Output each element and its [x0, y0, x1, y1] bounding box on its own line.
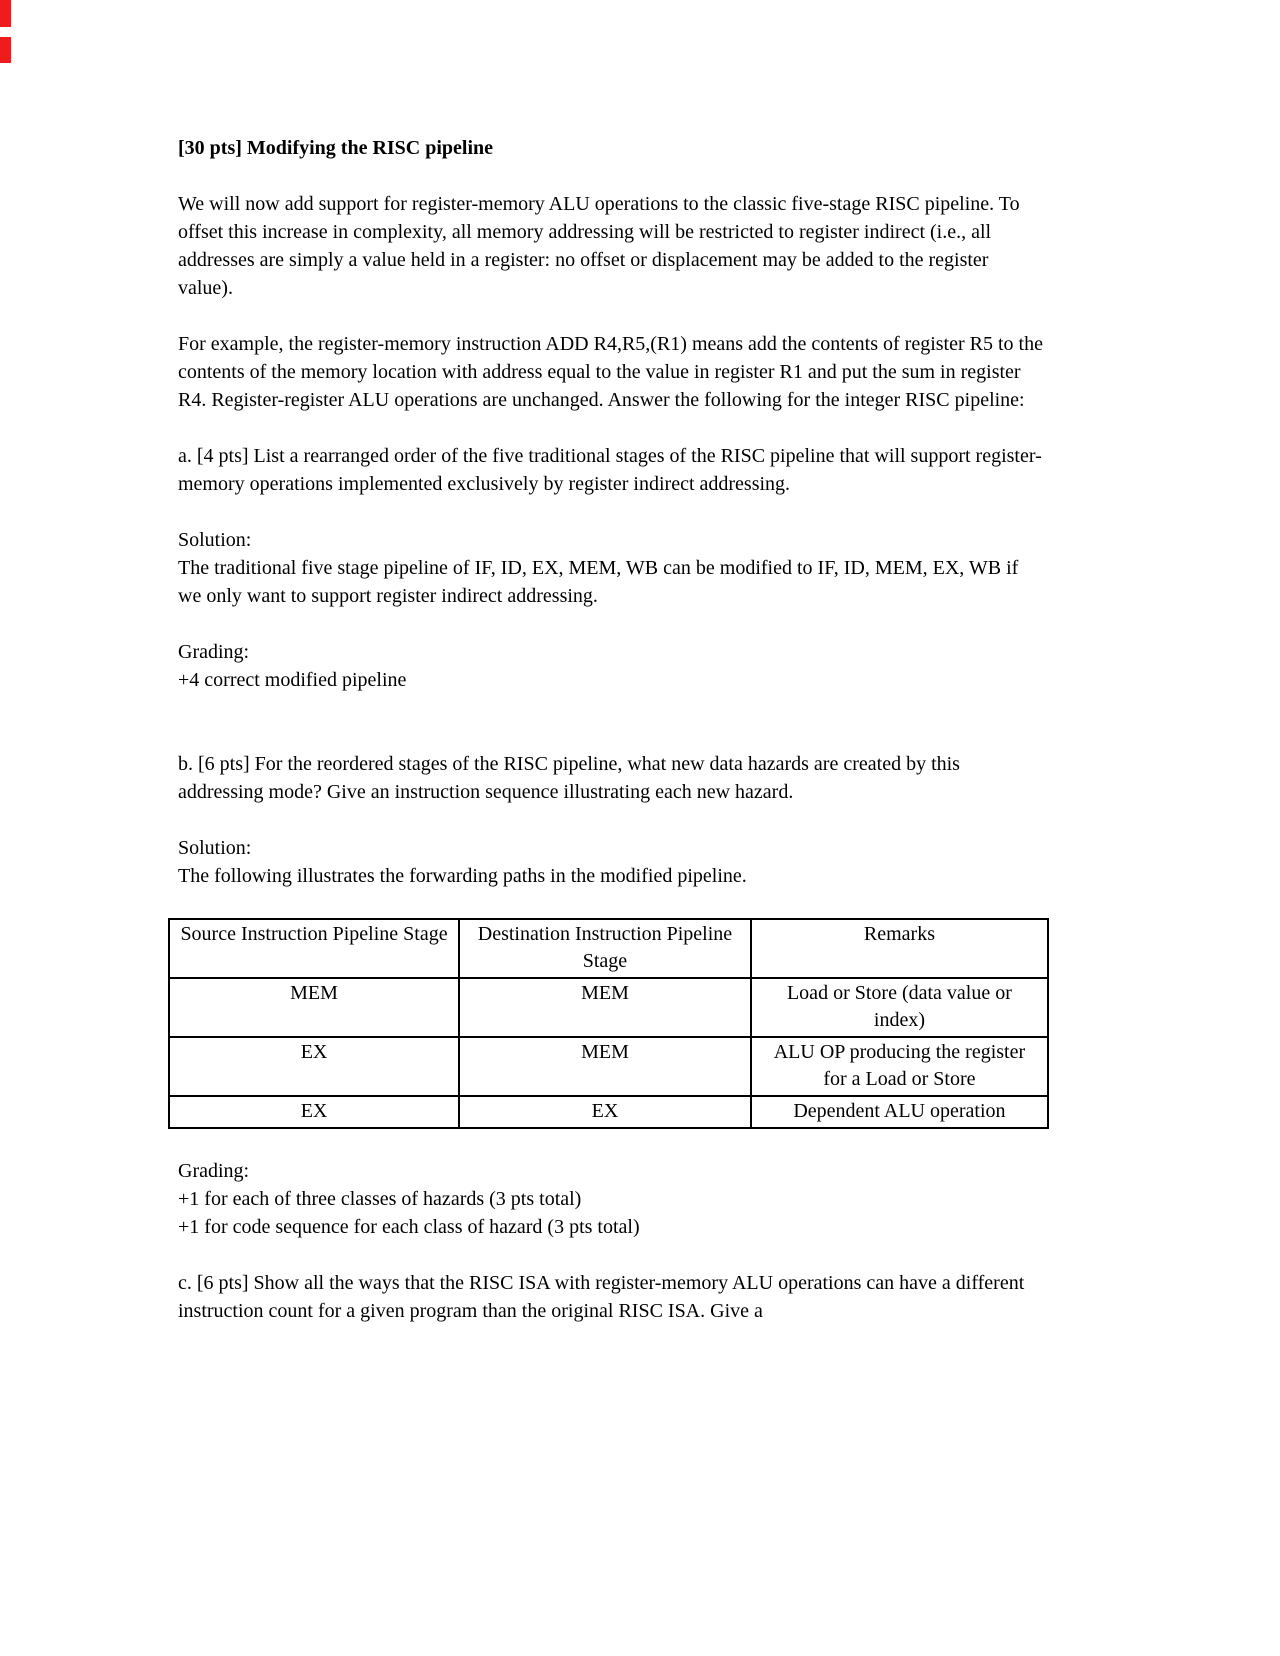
table-cell: Load or Store (data value or index) [751, 978, 1048, 1037]
part-b-grading-line: +1 for each of three classes of hazards (3 pts total) [178, 1188, 582, 1210]
part-b-question: b. [6 pts] For the reordered stages of the RISC pipeline, what new data hazards are created by this addressing mode? Give an instruction sequence illustrating each new hazard. [178, 753, 960, 803]
part-b-grading-line: +1 for code sequence for each class of hazard (3 pts total) [178, 1216, 640, 1238]
part-a-solution-text: The traditional five stage pipeline of IF, ID, EX, MEM, WB can be modified to IF, ID, MEM, EX, WB if we only want to support register indirect addressing. [178, 557, 1019, 607]
table-cell: EX [459, 1096, 751, 1128]
part-b-grading-label: Grading: [178, 1160, 250, 1182]
part-a-solution-label: Solution: [178, 529, 252, 551]
section-title: [30 pts] Modifying the RISC pipeline [178, 137, 494, 159]
table-cell: MEM [459, 1037, 751, 1096]
table-row [169, 1037, 1048, 1096]
red-edge-mark-top [0, 0, 11, 27]
table-row [169, 978, 1048, 1037]
part-b-solution-text: The following illustrates the forwarding paths in the modified pipeline. [178, 865, 747, 887]
part-a-grading-line: +4 correct modified pipeline [178, 669, 407, 691]
table-cell: MEM [459, 978, 751, 1037]
red-edge-mark-bottom [0, 37, 11, 63]
intro-paragraph-1: We will now add support for register-memory ALU operations to the classic five-stage RISC pipeline. To offset this increase in complexity, all memory addressing will be restricted to register indirect (i.e., all addresses are simply a value held in a register: no offset or displacement may be added to the register value). [178, 193, 1020, 299]
table-cell: Dependent ALU operation [751, 1096, 1048, 1128]
table-header-cell-destination: Destination Instruction Pipeline Stage [459, 919, 751, 978]
part-c-question: c. [6 pts] Show all the ways that the RISC ISA with register-memory ALU operations can have a different instruction count for a given program than the original RISC ISA. Give a [178, 1272, 1025, 1322]
part-a-question: a. [4 pts] List a rearranged order of the five traditional stages of the RISC pipeline that will support register-memory operations implemented exclusively by register indirect addressing. [178, 445, 1042, 495]
part-a-grading-label: Grading: [178, 641, 250, 663]
intro-paragraph-2: For example, the register-memory instruction ADD R4,R5,(R1) means add the contents of register R5 to the contents of the memory location with address equal to the value in register R1 and put the sum in register R4. Register-register ALU operations are unchanged. Answer the following for the integer RISC pipeline: [178, 333, 1043, 411]
table-cell: ALU OP producing the register for a Load or Store [751, 1037, 1048, 1096]
table-cell: MEM [169, 978, 459, 1037]
table-header-cell-source: Source Instruction Pipeline Stage [169, 919, 459, 978]
part-b-solution-label: Solution: [178, 837, 252, 859]
table-row [169, 1096, 1048, 1128]
table-cell: EX [169, 1037, 459, 1096]
table-header-row [169, 919, 1048, 978]
document-page [178, 134, 1046, 1325]
table-header-cell-remarks: Remarks [751, 919, 1048, 978]
forwarding-paths-table [168, 918, 1049, 1129]
table-cell: EX [169, 1096, 459, 1128]
